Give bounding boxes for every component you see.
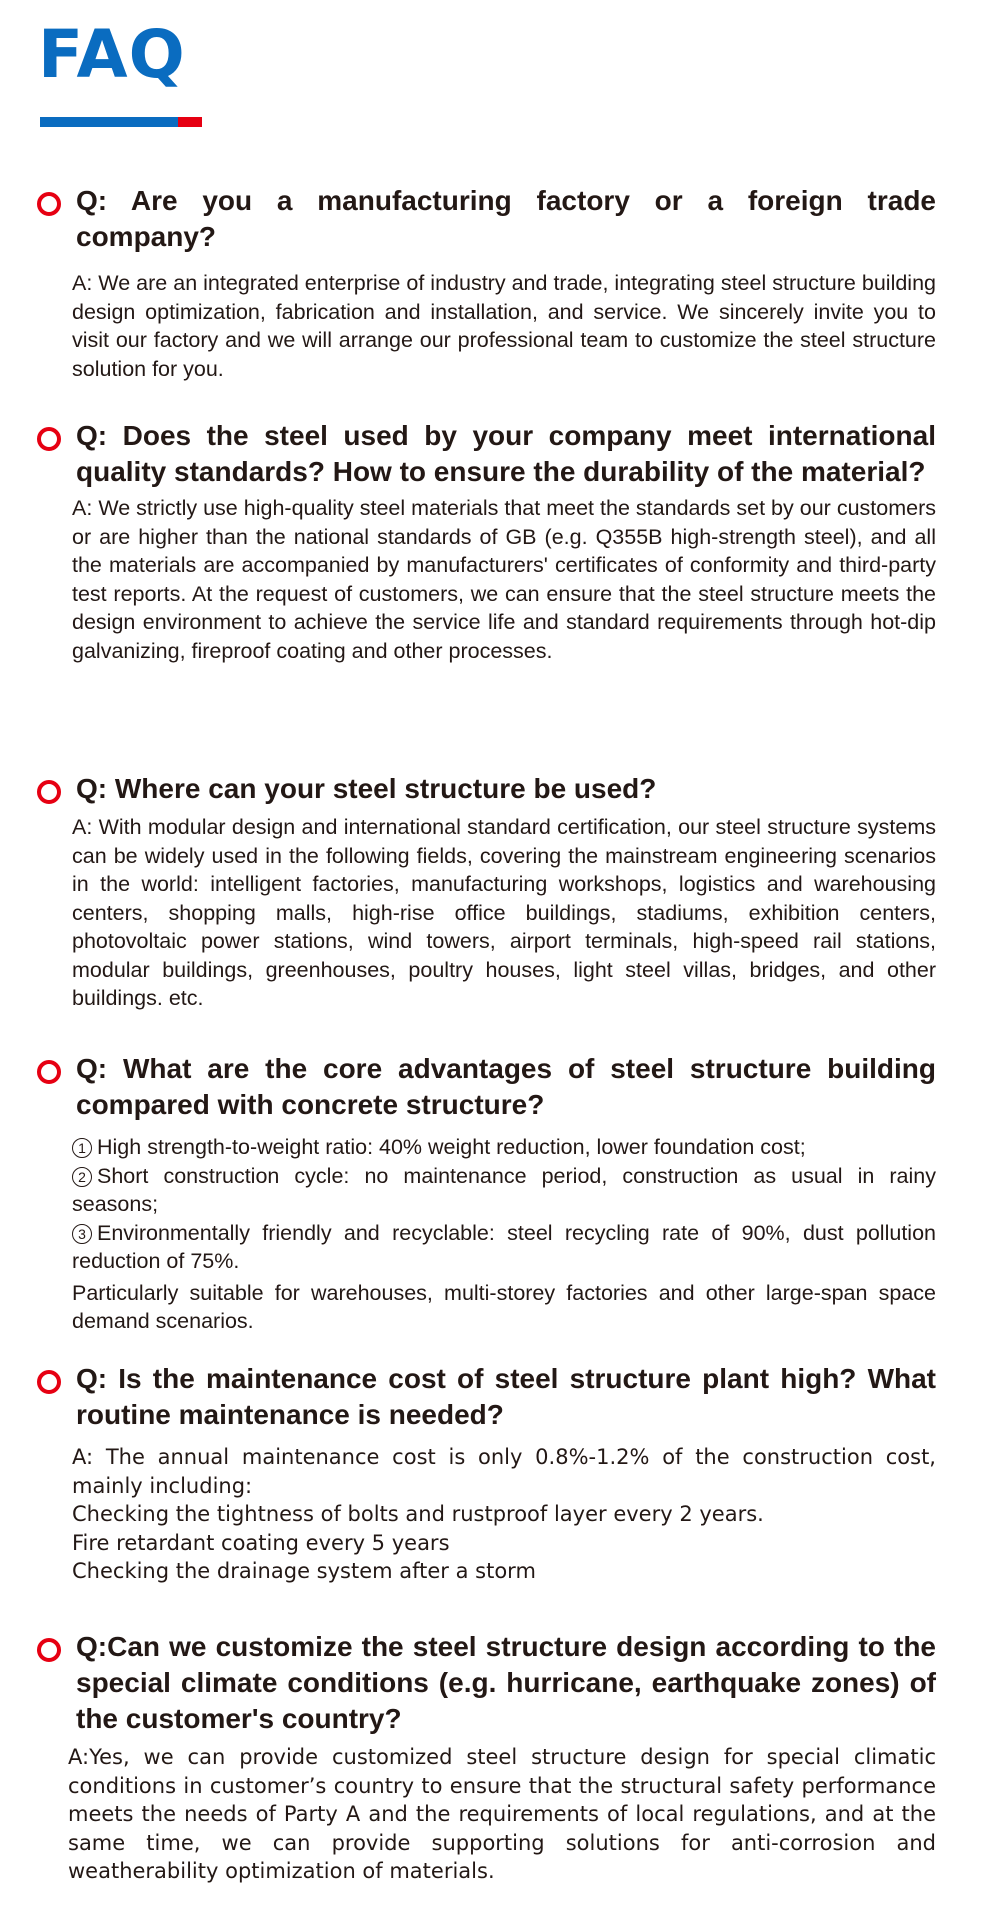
- advantage-closing: Particularly suitable for warehouses, multi-storey factories and other large-span space demand scenarios.: [72, 1280, 936, 1333]
- faq-item-2: [0, 418, 996, 665]
- circle-bullet-icon: [37, 427, 61, 451]
- circled-number-icon: 2: [72, 1167, 92, 1187]
- faq-question: Q: Where can your steel structure be used?: [76, 773, 657, 804]
- title-underline: [40, 117, 202, 127]
- title-underline-blue: [40, 117, 178, 127]
- faq-question-row: [0, 1051, 996, 1123]
- faq-item-1: [0, 183, 996, 383]
- faq-answer: A: We are an integrated enterprise of industry and trade, integrating steel structure building design optimization, fabrication and installation, and service. We sincerely invite you to visit our factory and we will arrange our professional team to customize the steel structure solution for you.: [72, 271, 936, 381]
- circle-bullet-icon: [37, 1638, 61, 1662]
- faq-item-6: [0, 1629, 996, 1886]
- faq-question: Q: Is the maintenance cost of steel structure plant high? What routine maintenance is needed?: [76, 1363, 936, 1430]
- answer-line: Checking the tightness of bolts and rustproof layer every 2 years.: [72, 1502, 764, 1526]
- faq-answer: A: With modular design and international standard certification, our steel structure systems can be widely used in the following fields, covering the mainstream engineering scenarios in the world: intelligent factories, manufacturing workshops, logistics and warehousing centers, shopping malls, high-rise office buildings, stadiums, exhibition centers, photovoltaic power stations, wind towers, airport terminals, high-speed rail stations, modular buildings, greenhouses, poultry houses, light steel villas, bridges, and other buildings. etc.: [72, 815, 936, 1010]
- faq-answer: [0, 1443, 996, 1586]
- faq-header: [38, 16, 186, 93]
- faq-question: Q: What are the core advantages of steel structure building compared with concrete structure?: [76, 1053, 936, 1120]
- faq-question-row: [0, 1629, 996, 1737]
- faq-item-5: [0, 1361, 996, 1586]
- advantage-point: [72, 1219, 936, 1276]
- advantage-point: [72, 1162, 936, 1219]
- faq-item-4: [0, 1051, 996, 1336]
- circle-bullet-icon: [37, 192, 61, 216]
- answer-line: Checking the drainage system after a storm: [72, 1559, 536, 1583]
- circled-number-icon: 1: [72, 1138, 92, 1158]
- circle-bullet-icon: [37, 1370, 61, 1394]
- title-underline-red: [178, 117, 202, 127]
- faq-question: Q: Does the steel used by your company meet international quality standards? How to ensure the durability of the material?: [76, 420, 936, 487]
- advantage-text: Environmentally friendly and recyclable: steel recycling rate of 90%, dust pollution reduction of 75%.: [72, 1220, 936, 1273]
- page-title: FAQ: [38, 16, 186, 93]
- faq-item-3: [0, 771, 996, 1013]
- advantage-text: Short construction cycle: no maintenance period, construction as usual in rainy seasons;: [72, 1163, 936, 1216]
- advantage-point: [72, 1133, 936, 1162]
- faq-question-row: [0, 1361, 996, 1433]
- faq-answer: A:Yes, we can provide customized steel structure design for special climatic conditions in customer’s country to ensure that the structural safety performance meets the needs of Party A and the requirements of local regulations, and at the same time, we can provide supporting solutions for anti-corrosion and weatherability optimization of materials.: [68, 1745, 936, 1883]
- circle-bullet-icon: [37, 780, 61, 804]
- circled-number-icon: 3: [72, 1224, 92, 1244]
- faq-answer: A: We strictly use high-quality steel materials that meet the standards set by our customers or are higher than the national standards of GB (e.g. Q355B high-strength steel), and all the materials are accompanied by manufacturers' certificates of conformity and third-party test reports. At the request of customers, we can ensure that the steel structure meets the design environment to achieve the service life and standard requirements through hot-dip galvanizing, fireproof coating and other processes.: [72, 496, 936, 663]
- faq-answer: [0, 1133, 996, 1336]
- faq-question-row: [0, 418, 996, 490]
- circle-bullet-icon: [37, 1060, 61, 1084]
- answer-line: Fire retardant coating every 5 years: [72, 1530, 450, 1555]
- advantage-text: High strength-to-weight ratio: 40% weight reduction, lower foundation cost;: [97, 1135, 806, 1159]
- faq-question: Q:Can we customize the steel structure design according to the special climate conditions (e.g. hurricane, earthquake zones) of the customer's country?: [76, 1631, 936, 1734]
- faq-question: Q: Are you a manufacturing factory or a foreign trade company?: [76, 185, 936, 252]
- faq-question-row: [0, 183, 996, 255]
- answer-line: A: The annual maintenance cost is only 0.8%-1.2% of the construction cost, mainly including:: [72, 1445, 936, 1498]
- faq-question-row: [0, 771, 996, 807]
